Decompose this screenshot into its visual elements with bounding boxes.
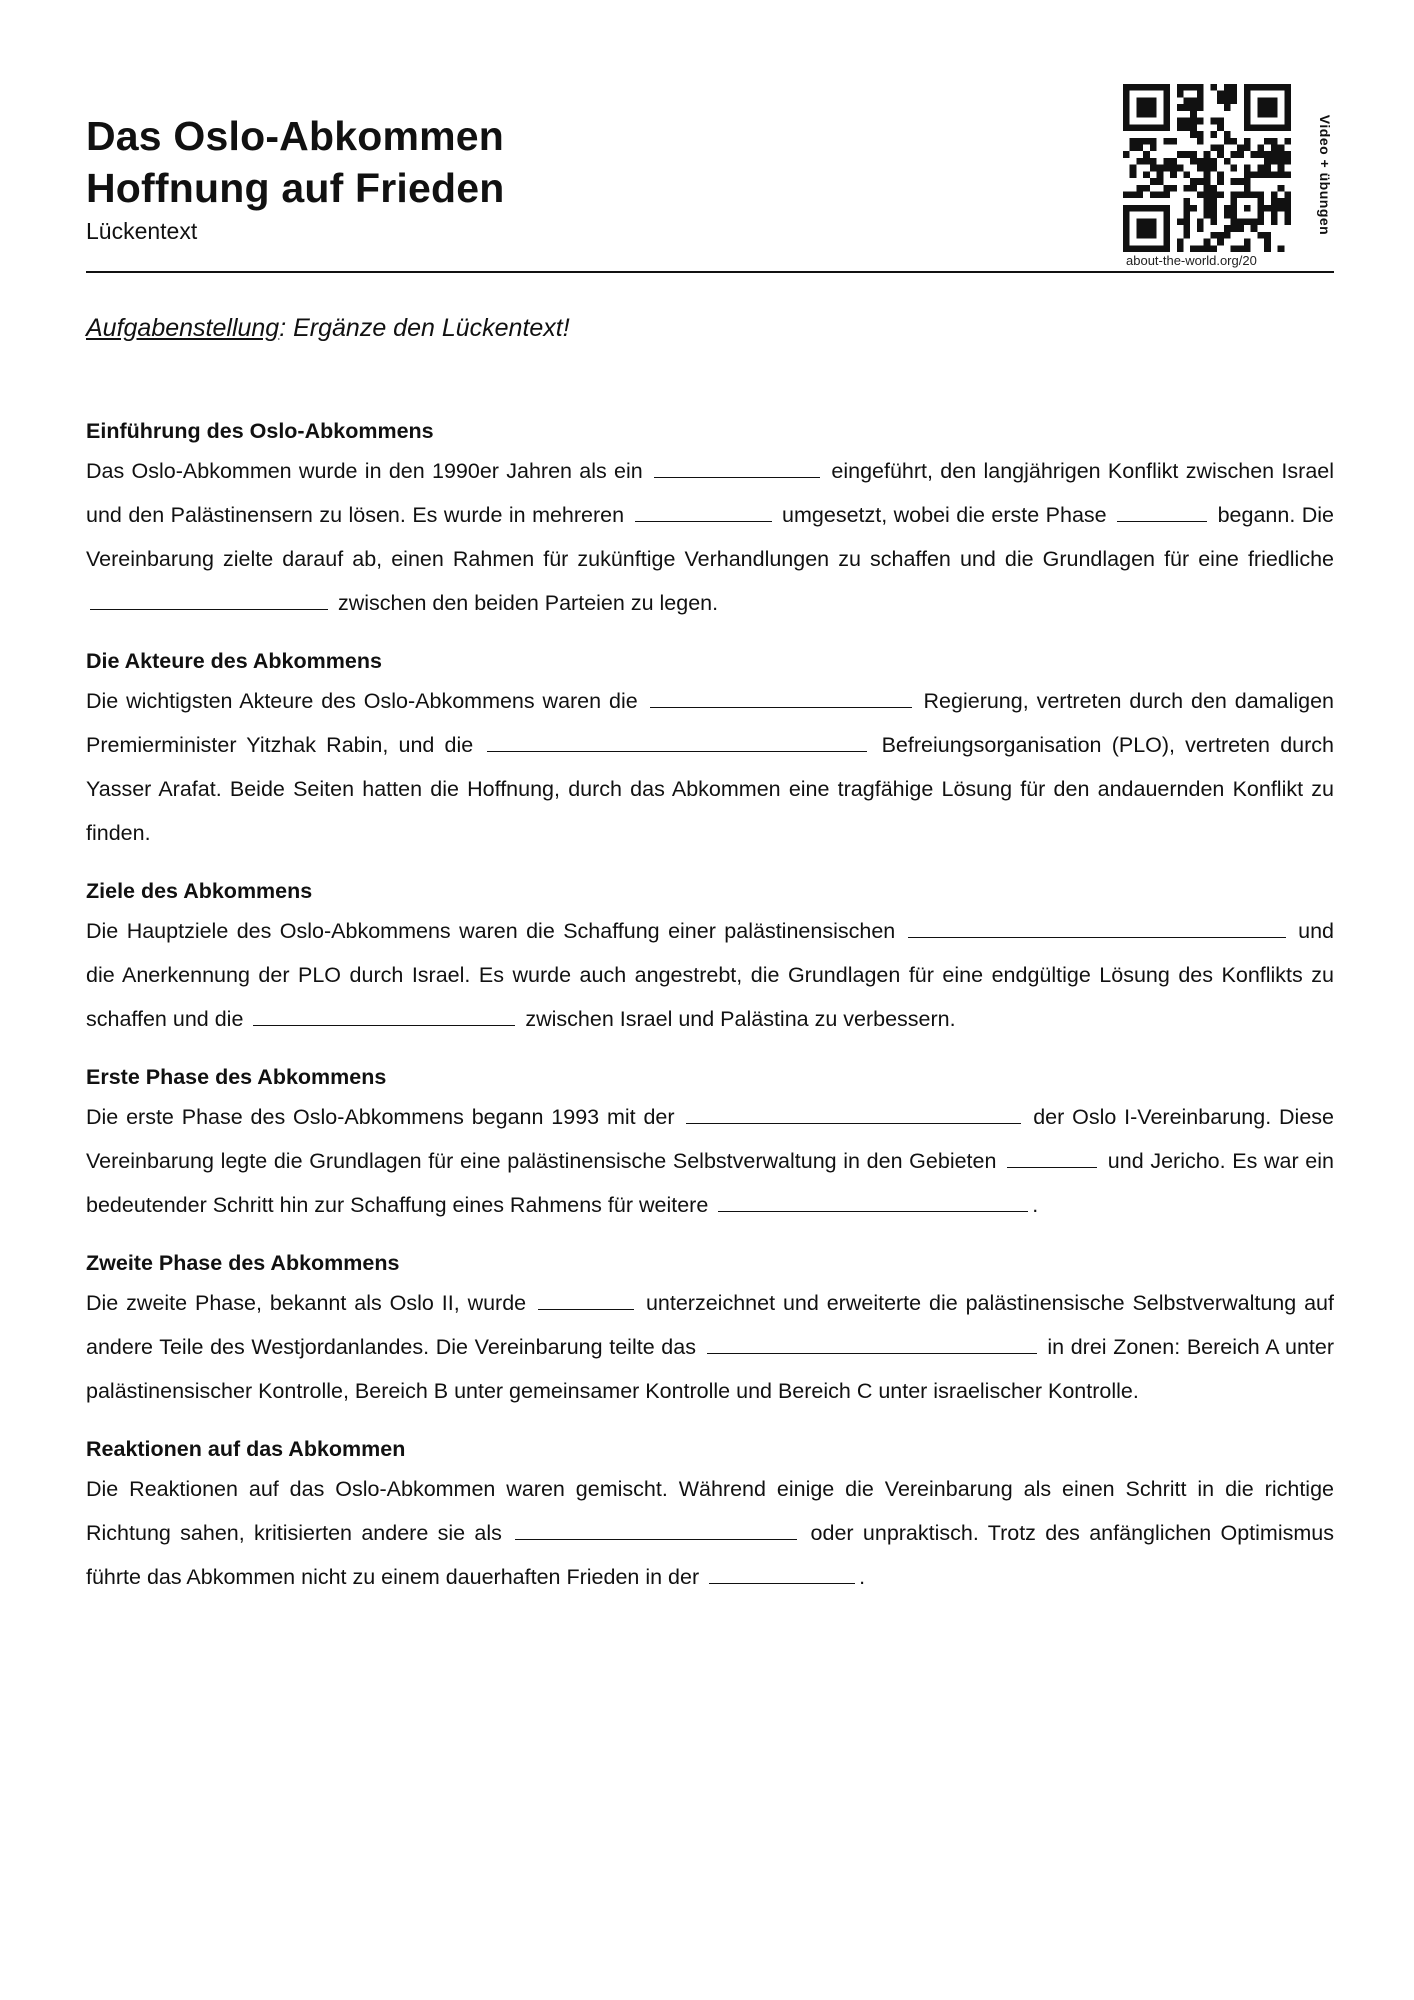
qr-url[interactable]: about-the-world.org/20 bbox=[1126, 253, 1257, 268]
blank-field[interactable] bbox=[686, 1105, 1021, 1124]
section-text: Die wichtigsten Akteure des Oslo-Abkommens waren die Regierung, vertreten durch den damaligen Premierminister Yitzhak Rabin, und die Befreiungsorganisation (PLO), vertreten durch Yasser Arafat. Beide Seiten hatten die Hoffnung, durch das Abkommen eine tragfähige Lösung für den andauernden Konflikt zu finden. bbox=[86, 689, 1334, 845]
blank-field[interactable] bbox=[908, 919, 1286, 938]
section-akteure bbox=[86, 643, 1334, 855]
section-heading: Ziele des Abkommens bbox=[86, 879, 313, 903]
header-divider bbox=[86, 271, 1334, 273]
section-reaktionen bbox=[86, 1431, 1334, 1599]
qr-side-label: Video + übungen bbox=[1317, 114, 1333, 236]
section-text: Das Oslo-Abkommen wurde in den 1990er Jahren als ein eingeführt, den langjährigen Konflikt zwischen Israel und den Palästinensern zu lösen. Es wurde in mehreren umgesetzt, wobei die erste Phase begann. Die Vereinbarung zielte darauf ab, einen Rahmen für zukünftige Verhandlungen zu schaffen und die Grundlagen für eine friedliche zwischen den beiden Parteien zu legen. bbox=[86, 459, 1335, 615]
page-subtitle: Lückentext bbox=[86, 218, 198, 244]
section-text: Die Hauptziele des Oslo-Abkommens waren die Schaffung einer palästinensischen und die Anerkennung der PLO durch Israel. Es wurde auch angestrebt, die Grundlagen für eine endgültige Lösung des Konflikts zu schaffen und die zwischen Israel und Palästina zu verbessern. bbox=[86, 919, 1334, 1031]
blank-field[interactable] bbox=[515, 1521, 797, 1540]
blank-field[interactable] bbox=[1007, 1149, 1097, 1168]
title-line-2: Hoffnung auf Frieden bbox=[86, 165, 505, 211]
blank-field[interactable] bbox=[253, 1007, 515, 1026]
section-text: Die erste Phase des Oslo-Abkommens begann 1993 mit der der Oslo I-Vereinbarung. Diese Vereinbarung legte die Grundlagen für eine palästinensische Selbstverwaltung in den Gebieten und Jericho. Es war ein bedeutender Schritt hin zur Schaffung eines Rahmens für weitere . bbox=[86, 1105, 1335, 1217]
section-ziele bbox=[86, 873, 1334, 1041]
section-text: Die zweite Phase, bekannt als Oslo II, wurde unterzeichnet und erweiterte die palästinensische Selbstverwaltung auf andere Teile des Westjordanlandes. Die Vereinbarung teilte das in drei Zonen: Bereich A unter palästinensischer Kontrolle, Bereich B unter gemeinsamer Kontrolle und Bereich C unter israelischer Kontrolle. bbox=[86, 1291, 1335, 1403]
page-title bbox=[86, 110, 505, 214]
section-einfuehrung bbox=[86, 413, 1334, 625]
blank-field[interactable] bbox=[654, 459, 820, 478]
blank-field[interactable] bbox=[487, 733, 867, 752]
blank-field[interactable] bbox=[538, 1291, 634, 1310]
section-text: Die Reaktionen auf das Oslo-Abkommen waren gemischt. Während einige die Vereinbarung als einen Schritt in die richtige Richtung sahen, kritisierten andere sie als oder unpraktisch. Trotz des anfänglichen Optimismus führte das Abkommen nicht zu einem dauerhaften Frieden in der . bbox=[86, 1477, 1334, 1589]
blank-field[interactable] bbox=[635, 503, 772, 522]
blank-field[interactable] bbox=[707, 1335, 1037, 1354]
section-heading: Einführung des Oslo-Abkommens bbox=[86, 419, 434, 443]
task-label: Aufgabenstellung bbox=[86, 314, 280, 342]
task-instruction bbox=[86, 314, 570, 343]
section-heading: Erste Phase des Abkommens bbox=[86, 1065, 387, 1089]
cloze-content bbox=[86, 413, 1334, 1617]
blank-field[interactable] bbox=[90, 591, 328, 610]
blank-field[interactable] bbox=[650, 689, 912, 708]
section-heading: Die Akteure des Abkommens bbox=[86, 649, 382, 673]
blank-field[interactable] bbox=[718, 1193, 1028, 1212]
section-heading: Reaktionen auf das Abkommen bbox=[86, 1437, 406, 1461]
section-heading: Zweite Phase des Abkommens bbox=[86, 1251, 400, 1275]
blank-field[interactable] bbox=[1117, 503, 1207, 522]
qr-code[interactable] bbox=[1123, 84, 1291, 252]
section-erste-phase bbox=[86, 1059, 1334, 1227]
blank-field[interactable] bbox=[709, 1565, 855, 1584]
task-text: : Ergänze den Lückentext! bbox=[279, 314, 570, 342]
title-line-1: Das Oslo-Abkommen bbox=[86, 113, 505, 159]
section-zweite-phase bbox=[86, 1245, 1334, 1413]
